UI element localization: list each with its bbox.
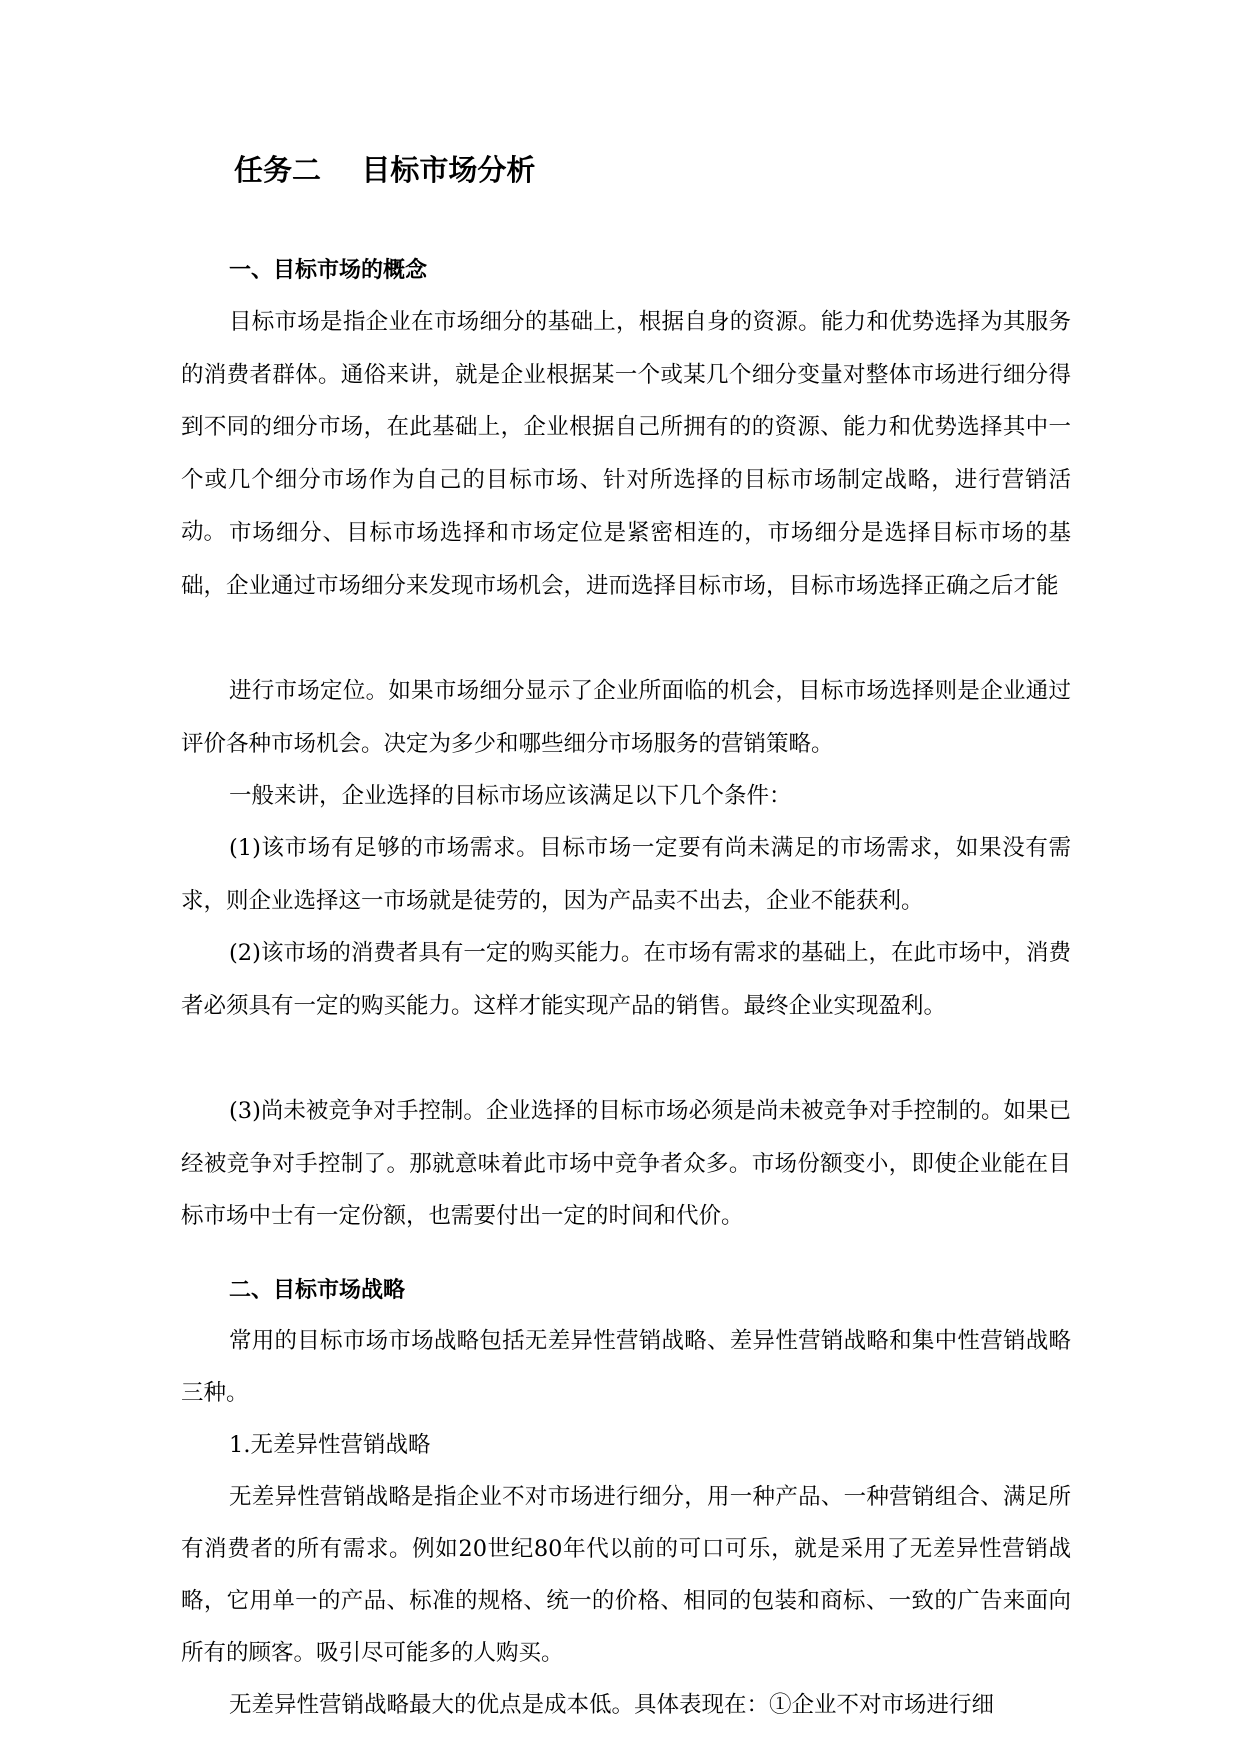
- paragraph: 一般来讲，企业选择的目标市场应该满足以下几个条件：: [229, 783, 792, 809]
- subheading-undifferentiated-strategy: 1.无差异性营销战略: [229, 1432, 431, 1458]
- section-heading-target-market-concept: 一、目标市场的概念: [229, 258, 428, 283]
- paragraph: 无差异性营销战略是指企业不对市场进行细分，用一种产品、一种营销组合、满足所有消费者的所有需求。例如20世纪80年代以前的可口可乐，就是采用了无差异性营销战略，它用单一的产品、标准的规格、统一的价格、相同的包装和商标、一致的广告来面向所有的顾客。吸引尽可能多的人购买。: [181, 1484, 1071, 1666]
- paragraph: 无差异性营销战略最大的优点是成本低。具体表现在：①企业不对市场进行细: [229, 1692, 995, 1718]
- paragraph: 市场细分、目标市场选择和市场定位是紧密相连的，市场细分是选择目标市场的基础，企业通过市场细分来发现市场机会，进而选择目标市场，目标市场选择正确之后才能: [181, 520, 1071, 599]
- paragraph: 目标市场是指企业在市场细分的基础上，根据自身的资源。能力和优势选择为其服务的消费者群体。通俗来讲，就是企业根据某一个或某几个细分变量对整体市场进行细分得到不同的细分市场，在此基础上，企业根据自己所拥有的的资源、能力和优势选择其中一个或几个细分市场作为自己的目标市场、针对所选择的目标市场制定战略，进行营销活动。: [181, 309, 1071, 545]
- page-title: 任务二 目标市场分析: [234, 153, 536, 187]
- paragraph: (1)该市场有足够的市场需求。目标市场一定要有尚未满足的市场需求，如果没有需求，则企业选择这一市场就是徒劳的，因为产品卖不出去，企业不能获利。: [181, 835, 1071, 914]
- paragraph: 进行市场定位。如果市场细分显示了企业所面临的机会，目标市场选择则是企业通过评价各种市场机会。决定为多少和哪些细分市场服务的营销策略。: [181, 678, 1071, 757]
- paragraph: 常用的目标市场市场战略包括无差异性营销战略、差异性营销战略和集中性营销战略三种。: [181, 1328, 1071, 1406]
- section-heading-target-market-strategy: 二、目标市场战略: [229, 1278, 406, 1303]
- paragraph: (3)尚未被竞争对手控制。企业选择的目标市场必须是尚未被竞争对手控制的。如果已经被竞争对手控制了。那就意味着此市场中竞争者众多。市场份额变小，即使企业能在目标市场中士有一定份额，也需要付出一定的时间和代价。: [181, 1098, 1071, 1229]
- paragraph: (2)该市场的消费者具有一定的购买能力。在市场有需求的基础上，在此市场中，消费者必须具有一定的购买能力。这样才能实现产品的销售。最终企业实现盈利。: [181, 940, 1071, 1019]
